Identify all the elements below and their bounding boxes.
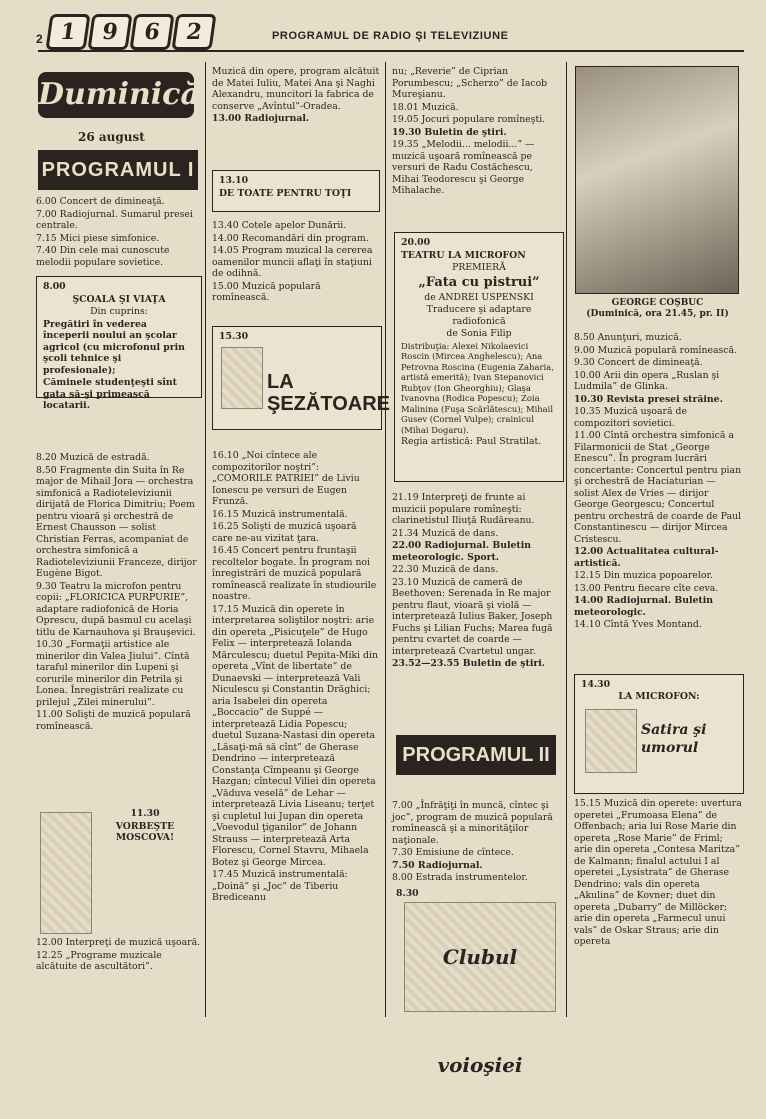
teatru-title: „Fata cu pistrui”	[418, 274, 540, 290]
schedule-entry: 14.10 Cîntă Yves Montand.	[574, 619, 702, 630]
schedule-entry: 14.00 Radiojurnal. Buletin meteorologic.	[574, 595, 714, 618]
schedule-column-3a	[392, 66, 562, 198]
schedule-entry: 9.30 Concert de dimineaţă.	[574, 357, 703, 368]
schedule-entry: Muzică din opere, program alcătuit de Matei Iuliu, Matei Ana şi Naghi Alexandru, muncitori la fabrica de conserve „Avîntul”-Oradea.	[212, 66, 380, 112]
scoala-title: ŞCOALA ŞI VIAŢA	[72, 293, 166, 305]
schedule-entry: 12.00 Actualitatea cultural-artistică.	[574, 546, 719, 569]
day-date: 26 august	[78, 130, 145, 144]
schedule-entry: 7.40 Din cele mai cunoscute melodii populare sovietice.	[36, 245, 170, 268]
schedule-column-2a	[212, 66, 380, 126]
scoala-bullet-2: Căminele studenţeşti sînt gata să-şi primească locatarii.	[43, 377, 177, 411]
schedule-column-3c	[392, 800, 562, 885]
teatru-time: 20.00	[401, 237, 431, 248]
theatre-masks-illustration	[585, 709, 637, 773]
schedule-entry: 19.30 Buletin de ştiri.	[392, 126, 507, 138]
scoala-sub: Din cuprins:	[90, 306, 148, 317]
header-rule	[38, 50, 744, 52]
page-number: 2	[36, 32, 43, 46]
schedule-entry: 16.45 Concert pentru fruntaşii recoltelor bogate. În program noi înregistrări de muzică populară romînească realizate în studiourile noastre.	[212, 545, 377, 602]
schedule-entry: 16.10 „Noi cîntece ale compozitorilor noştri”: „COMORILE PATRIEI” de Liviu Ionescu pe versuri de Eugen Frunză.	[212, 450, 360, 507]
schedule-entry: 17.15 Muzică din operete în interpretarea soliştilor noştri: arie din opereta „Pisicuţele” de Hugo Felix — interpretează Iolanda Mărculescu; duetul Pepita-Miki din opereta „Vînt de libertate” de Dunaevski — interpretează Vali Niculescu şi Constantin Drăghici; aria Isabelei din opereta „Boccacio” de Suppé — interpretează Lidia Popescu; duetul Suzana-Nastasi din opereta „Lăsaţi-mă să cînt” de Gherase Dendrino — interpretează Constanţa Cîmpeanu şi George Hazgan; cîntecul Viliei din opereta „Văduva veselă” de Lehar — interpretează Livia Liseanu; terţet şi cupletul lui Jupan din opereta „Voevodul ţiganilor” de Johann Strauss — interpretează Arta Florescu, Cornel Stavru, Mihaela Botez şi George Mircea.	[212, 603, 378, 868]
schedule-entry: 11.00 Solişti de muzică populară romînească.	[36, 709, 191, 732]
schedule-entry: 23.10 Muzică de cameră de Beethoven: Serenada în Re major pentru flaut, vioară şi violă — interpretează Iulius Baker, Joseph Fuchs şi Lilian Fuchs; Marea fugă pentru cvartet de coarde — interpretează Cvartetul ungar.	[392, 576, 553, 657]
schedule-entry: 15.00 Muzică populară romînească.	[212, 280, 321, 303]
schedule-entry: 14.05 Program muzical la cererea oamenilor muncii aflaţi în staţiuni de odihnă.	[212, 245, 373, 279]
teatru-premiera: PREMIERĂ	[452, 262, 506, 273]
schedule-column-1a	[36, 196, 201, 269]
portrait-photo	[575, 66, 739, 294]
year-digit: 2	[171, 14, 216, 50]
schedule-entry: 14.00 Recomandări din program.	[212, 232, 369, 244]
vorbeste-time: 11.30	[130, 808, 160, 819]
scoala-time: 8.00	[43, 281, 66, 292]
year-digit: 6	[129, 14, 174, 50]
schedule-entry: 10.35 Muzică uşoară de compozitori sovietici.	[574, 406, 687, 429]
schedule-column-3b	[392, 492, 562, 671]
schedule-column-2b	[212, 220, 380, 305]
satira-title: Satira şi umorul	[641, 722, 707, 756]
program-2-banner: PROGRAMUL II	[396, 735, 556, 775]
day-banner: Duminică	[38, 72, 194, 118]
schedule-entry: 8.50 Anunţuri, muzică.	[574, 332, 682, 343]
schedule-entry: 8.50 Fragmente din Suita în Re major de Mihail Jora — orchestra simfonică a Radioteleviziunii dirijată de Florica Dimitriu; Poem pentru vioară şi orchestră de Ernest Chausson — solist Christian Ferras, acompaniat de orchestra simfonică a Radioteleviziunii Franceze, dirijor Eugène Bigot.	[36, 464, 197, 579]
teatru-regia: Regia artistică: Paul Stratilat.	[401, 436, 542, 447]
sezatoare-time: 15.30	[219, 331, 249, 342]
sezatoare-title: LA ŞEZĂTOARE	[267, 371, 390, 415]
vorbeste-heading	[92, 808, 198, 845]
schedule-entry: 17.45 Muzică instrumentală: „Doină” şi „Joc” de Tiberiu Brediceanu	[212, 869, 348, 903]
schedule-entry: 16.25 Solişti de muzică uşoară care ne-au vizitat ţara.	[212, 521, 357, 544]
toate-text: DE TOATE PENTRU TOŢI	[219, 187, 352, 199]
schedule-entry: 13.00 Radiojurnal.	[212, 113, 310, 124]
schedule-entry: 7.15 Mici piese simfonice.	[36, 232, 160, 244]
teatru-adapt: Traducere şi adaptare radiofonică	[426, 304, 532, 327]
teatru-author: de ANDREI USPENSKI	[424, 291, 534, 303]
schedule-entry: 9.30 Teatru la microfon pentru copii: „FLORICICA PURPURIE”, adaptare radiofonică de Horia Oprescu, după basmul cu acelaşi titlu de Karnauhova şi Brauşevici.	[36, 580, 196, 638]
toate-time: 13.10	[219, 175, 249, 186]
schedule-entry: 9.00 Muzică populară romînească.	[574, 344, 738, 356]
scoala-bullet-1: Pregătiri în vederea începerii noului an şcolar agricol (cu microfonul prin şcoli tehnice şi profesionale);	[43, 318, 185, 376]
schedule-entry: 8.00 Estrada instrumentelor.	[392, 872, 528, 883]
schedule-entry: 7.00 „Înfrăţiţi în muncă, cîntec şi joc”, program de muzică populară romînească şi a minorităţilor naţionale.	[392, 800, 553, 846]
schedule-entry: 22.30 Muzică de dans.	[392, 564, 499, 575]
column-divider	[385, 62, 386, 1017]
schedule-entry: 23.52—23.55 Buletin de ştiri.	[392, 658, 546, 669]
year-digit: 1	[45, 14, 90, 50]
clubul-time: 8.30	[396, 888, 419, 899]
schedule-entry: 21.19 Interpreţi de frunte ai muzicii populare romîneşti: clarinetistul Iliuţă Rudăreanu.	[392, 492, 535, 526]
schedule-entry: 7.00 Radiojurnal. Sumarul presei centrale.	[36, 208, 193, 231]
scoala-box	[36, 276, 202, 411]
satira-head: LA MICROFON:	[618, 690, 700, 702]
schedule-entry: 21.34 Muzică de dans.	[392, 527, 499, 539]
schedule-entry: 6.00 Concert de dimineaţă.	[36, 196, 165, 207]
schedule-entry: 22.00 Radiojurnal. Buletin meteorologic. Sport.	[392, 540, 532, 563]
toate-box	[212, 170, 380, 212]
caption-note: (Duminică, ora 21.45, pr. II)	[586, 309, 729, 319]
schedule-entry: 12.15 Din muzica popoarelor.	[574, 570, 713, 581]
teatru-box	[394, 232, 564, 482]
schedule-entry: 12.00 Interpreţi de muzică uşoară.	[36, 937, 201, 948]
schedule-column-1c	[36, 937, 201, 974]
schedule-entry: 13.00 Pentru fiecare cîte ceva.	[574, 582, 719, 594]
clubul-logo: Clubul voioşiei	[404, 902, 556, 1012]
dancers-illustration	[221, 347, 263, 409]
schedule-entry: 8.20 Muzică de estradă.	[36, 452, 150, 463]
teatru-head: TEATRU LA MICROFON	[401, 249, 526, 261]
schedule-entry: 18.01 Muzică.	[392, 101, 459, 113]
page-header-title: PROGRAMUL DE RADIO ŞI TELEVIZIUNE	[272, 30, 509, 42]
schedule-entry: 7.50 Radiojurnal.	[392, 859, 483, 871]
satira-time: 14.30	[581, 679, 611, 690]
program-1-banner: PROGRAMUL I	[38, 150, 198, 190]
schedule-column-4a	[574, 332, 742, 632]
year-logo	[48, 14, 214, 50]
kremlin-tower-illustration	[40, 812, 92, 934]
schedule-entry: 12.25 „Programe muzicale alcătuite de ascultători”.	[36, 949, 162, 972]
schedule-entry: 13.40 Cotele apelor Dunării.	[212, 220, 347, 231]
teatru-by: de Sonia Filip	[446, 328, 512, 339]
schedule-column-1b	[36, 452, 201, 733]
schedule-entry: 10.30 Revista presei străine.	[574, 393, 723, 405]
vorbeste-text: VORBEŞTE MOSCOVA!	[115, 820, 175, 843]
schedule-entry: nu; „Reverie” de Ciprian Porumbescu; „Scherzo” de Iacob Mureşianu.	[392, 66, 548, 100]
schedule-entry: 16.15 Muzică instrumentală.	[212, 508, 348, 520]
schedule-column-2c	[212, 450, 380, 905]
schedule-entry: 15.15 Muzică din operete: uvertura operetei „Frumoasa Elena” de Offenbach; aria lui Rose Marie din opereta „Rose Marie” de Friml; arie din opereta „Contesa Maritza” de Kalmann; finalul actului I al operetei „Lysistrata” de Gherase Dendrino; vals din opereta „Akulina” de Kovner; duet din opereta „Dubarry” de Millöcker; arie din opereta „Farmecul unui vals” de Oskar Straus; arie din opereta	[574, 798, 742, 947]
schedule-entry: 7.30 Emisiune de cîntece.	[392, 847, 514, 858]
schedule-column-4b	[574, 798, 742, 949]
caption-name: GEORGE COŞBUC	[611, 298, 704, 308]
sezatoare-box	[212, 326, 390, 430]
schedule-entry: 10.30 „Formaţii artistice ale minerilor din Valea Jiului”. Cîntă taraful minerilor din Lupeni şi corurile minerilor din Petrila şi Lonea. Înregistrări realizate cu prilejul „Zilei minerului”.	[36, 639, 190, 708]
column-divider	[566, 62, 567, 1017]
schedule-entry: 10.00 Arii din opera „Ruslan şi Ludmila” de Glinka.	[574, 369, 720, 392]
photo-caption	[575, 298, 740, 320]
schedule-entry: 19.05 Jocuri populare romîneşti.	[392, 114, 546, 125]
teatru-cast: Distribuţia: Alexei Nikolaevici Roscin (Mircea Anghelescu); Ana Petrovna Roscina (Eugenia Zaharia, artistă emerită); Ivan Stepanovici Rubţov (Ion Gheorghiu); Glaşa Ivanovna (Rodica Popescu); Zoia Malinina (Fuşa Scărlătescu); Mihail Gusev (Cornel Vulpe); crainicul (Mihai Dogaru).	[401, 340, 554, 435]
schedule-entry: 19.35 „Melodii... melodii...” — muzică uşoară romînească pe versuri de Radu Costăchescu, Mihai Teodorescu şi George Mihalache.	[392, 139, 535, 196]
column-divider	[205, 62, 206, 1017]
satira-box	[574, 674, 744, 794]
schedule-entry: 11.00 Cîntă orchestra simfonică a Filarmonicii de Stat „George Enescu”. În program lucrări concertante: Concertul pentru pian şi orchestră de Haciaturian — solist Alex de Vries — dirijor George Georgescu; Concertul pentru orchestră de coarde de Paul Constantinescu — dirijor Mircea Cristescu.	[574, 430, 742, 545]
year-digit: 9	[87, 14, 132, 50]
